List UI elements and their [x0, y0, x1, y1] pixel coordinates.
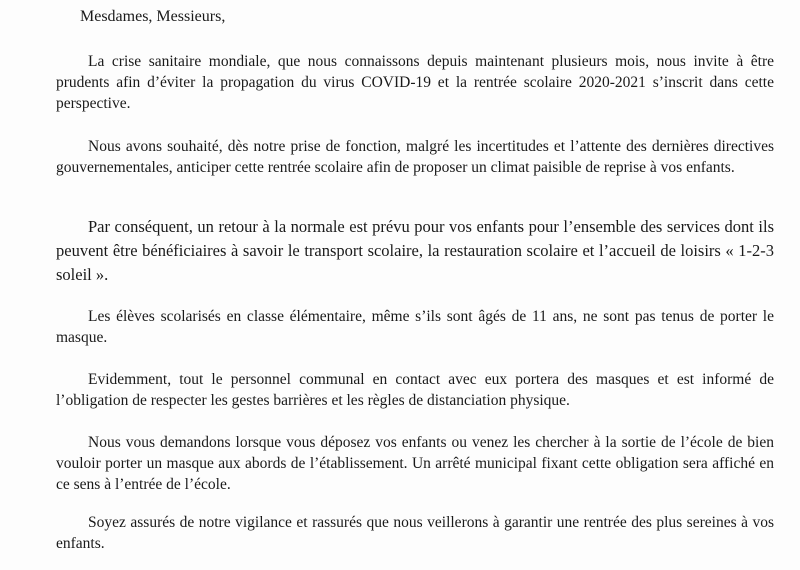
paragraph-mask-pupils: Les élèves scolarisés en classe élémentaire, même s’ils sont âgés de 11 ans, ne sont pas tenus de porter le masque. — [56, 308, 774, 346]
salutation: Mesdames, Messieurs, — [80, 8, 226, 25]
paragraph-health-crisis: La crise sanitaire mondiale, que nous connaissons depuis maintenant plusieurs mois, nous invite à être prudents afin d’éviter la propagation du virus COVID-19 et la rentrée scolaire 2020-2021 s’inscrit dans cette perspective. — [56, 53, 774, 112]
paragraph-staff-masks: Evidemment, tout le personnel communal en contact avec eux portera des masques et est informé de l’obligation de respecter les gestes barrières et les règles de distanciation physique. — [56, 371, 774, 409]
paragraph-anticipation: Nous avons souhaité, dès notre prise de fonction, malgré les incertitudes et l’attente des dernières directives gouvernementales, anticiper cette rentrée scolaire afin de proposer un climat paisible de reprise à vos enfants. — [56, 138, 774, 176]
paragraph-parents-masks: Nous vous demandons lorsque vous déposez vos enfants ou venez les chercher à la sortie de l’école de bien vouloir porter un masque aux abords de l’établissement. Un arrêté municipal fixant cette obligation sera affiché en ce sens à l’entrée de l’école. — [56, 434, 774, 493]
paragraph-return-to-normal: Par conséquent, un retour à la normale est prévu pour vos enfants pour l’ensemble des services dont ils peuvent être bénéficiaires à savoir le transport scolaire, la restauration scolaire et l’accueil de loisirs « 1-2-3 soleil ». — [56, 217, 774, 284]
paragraph-closing: Soyez assurés de notre vigilance et rassurés que nous veillerons à garantir une rentrée des plus sereines à vos enfants. — [56, 514, 774, 552]
